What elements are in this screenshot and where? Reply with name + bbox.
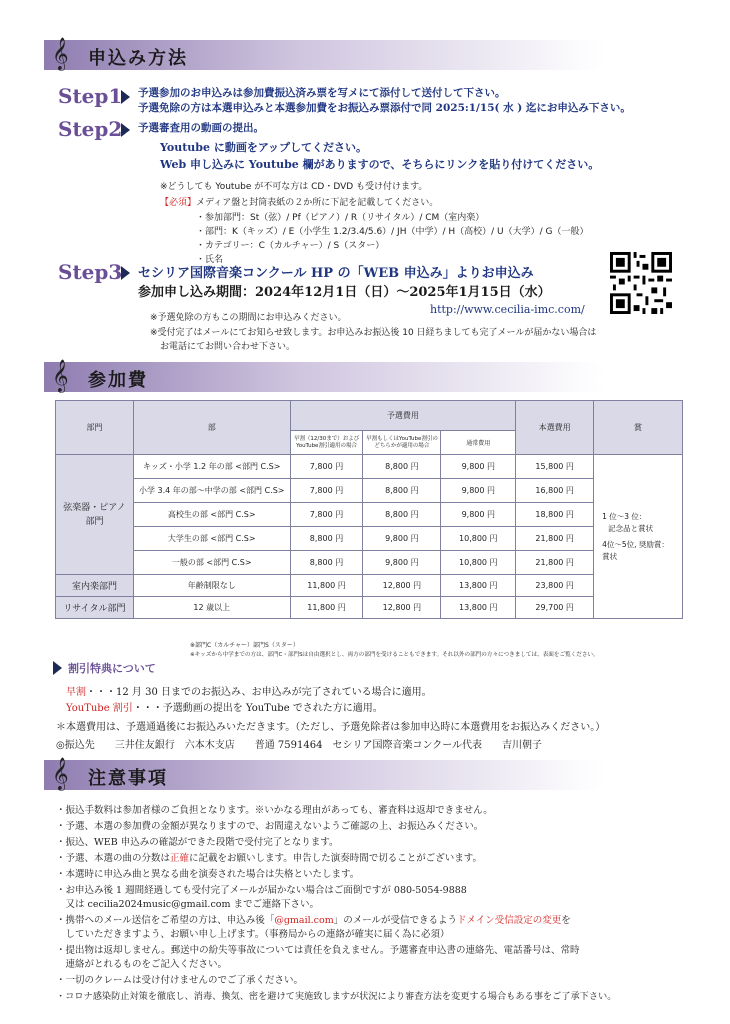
step2-must: [160, 195, 438, 208]
fee-cell: 8,800 円: [290, 527, 363, 551]
cat-chamber: 室内楽部門: [56, 575, 134, 597]
prize-text: 記念品と賞状: [608, 523, 654, 533]
header-dept: 部門: [56, 401, 134, 455]
treble-clef-icon: 𝄞: [52, 37, 69, 70]
note-text-red: @gmail.com: [274, 915, 334, 926]
table-row: [56, 551, 683, 575]
fee-cell: 15,800 円: [516, 455, 594, 479]
step2-label: Step2: [58, 117, 123, 141]
fee-cell: 8,800 円: [363, 503, 441, 527]
step2-line2: Youtube に動画をアップしてください。: [160, 141, 368, 154]
arrow-right-icon: [121, 123, 130, 137]
early-text: ・・・12 月 30 日までのお振込み、お申込みが完了されている場合に適用。: [86, 687, 432, 698]
step2-item: ・氏名: [196, 255, 224, 265]
treble-clef-icon: 𝄞: [52, 757, 69, 790]
step3-note3: お電話にてお問い合わせ下さい。: [160, 342, 296, 352]
discount-title: 割引特典について: [68, 662, 156, 675]
fee-cell: 7,800 円: [290, 479, 363, 503]
division-cell: 12 歳以上: [133, 597, 290, 619]
prize-text: 4位～5位, 奨励賞：: [602, 539, 669, 549]
note-item: ・お申込み後 1 週間経過しても受付完了メールが届かない場合はご面倒ですが 080-5054-9888: [56, 885, 467, 896]
fee-cell: 8,800 円: [363, 455, 441, 479]
fee-cell: 21,800 円: [516, 527, 594, 551]
step2-item: ・参加部門：St（弦）/ Pf（ピアノ）/ R（リサイタル）/ CM（室内楽）: [196, 213, 485, 223]
prize-text: 賞状: [602, 551, 618, 561]
fee-cell: 16,800 円: [516, 479, 594, 503]
must-text: メディア盤と封筒表紙の２か所に下記を記載してください。: [196, 198, 439, 208]
discount-early: [66, 683, 432, 698]
fee-cell: 21,800 円: [516, 551, 594, 575]
fee-cell: 23,800 円: [516, 575, 594, 597]
note-text: を: [561, 915, 571, 926]
step1-line2: 予選免除の方は本選申込みと本選参加費をお振込み票添付で同 2025:1/15( 水 ) 迄にお申込み下さい。: [138, 102, 631, 114]
step1-label: Step1: [58, 84, 123, 108]
fee-cell: 7,800 円: [290, 503, 363, 527]
table-row: [56, 597, 683, 619]
note-text-red: ドメイン受信設定の変更: [457, 915, 562, 926]
step2-line3: Web 申し込みに Youtube 欄がありますので、そちらにリンクを貼り付けてください。: [160, 158, 600, 171]
table-footnote: ※部門C（カルチャー）部門S（スター）: [190, 642, 299, 649]
section-title: 参加費: [88, 370, 148, 391]
step3-note2: ※受付完了はメールにてお知らせ致します。お申込みお振込後 10 日経ちましても完了メールが届かない場合は: [150, 328, 597, 338]
step2-line1: 予選審査用の動画の提出。: [138, 122, 264, 134]
fee-cell: 11,800 円: [290, 597, 363, 619]
fee-cell: 8,800 円: [363, 479, 441, 503]
fee-cell: 29,700 円: [516, 597, 594, 619]
bank-info: ◎振込先 三井住友銀行 六本木支店 普通 7591464 セシリア国際音楽コンクール代表 吉川朝子: [56, 740, 543, 751]
note-item: ・提出物は返却しません。郵送中の紛失等事故については責任を負えません。予選審査申込書の連絡先、電話番号は、常時: [56, 945, 580, 956]
note-item: ・本選時に申込み曲と異なる曲を演奏された場合は失格といたします。: [56, 869, 360, 880]
arrow-right-icon: [53, 661, 62, 675]
step1-line1: 予選参加のお申込みは参加費振込済み票を写メにて添付して送付して下さい。: [138, 87, 506, 99]
division-cell: キッズ・小学 1.2 年の部 <部門 C.S>: [133, 455, 290, 479]
youtube-text: ・・・予選動画の提出を YouTube でされた方に適用。: [132, 703, 383, 714]
note-item: していただきますよう、お願い申し上げます。（事務局からの連絡が確実に届く為に必須）: [56, 929, 450, 940]
arrow-right-icon: [121, 266, 130, 280]
table-row: [56, 455, 683, 479]
note-text: 」のメールが受信できるよう: [333, 915, 458, 926]
note-text: に記載をお願いします。申告した演奏時間で切ることがございます。: [189, 853, 483, 864]
prize-cell: [594, 455, 683, 619]
section-header-fees: [44, 359, 604, 392]
note-text: ・携帯へのメール送信をご希望の方は、申込み後「: [56, 915, 275, 926]
note-text-red: 正確: [170, 853, 190, 864]
note-item: 又は cecilia2024music@gmail.com までご連絡下さい。: [56, 899, 320, 910]
discount-youtube: [66, 699, 383, 714]
note-item: ・振込手数料は参加者様のご負担となります。※いかなる理由があっても、審査料は返却できません。: [56, 805, 493, 816]
fee-cell: 9,800 円: [441, 479, 516, 503]
early-label: 早割: [66, 687, 86, 698]
fee-cell: 9,800 円: [363, 527, 441, 551]
note-item: ・振込、WEB 申込みの確認ができた段階で受付完了となります。: [56, 837, 339, 848]
step3-label: Step3: [58, 260, 123, 284]
youtube-label: YouTube 割引: [66, 703, 133, 714]
qr-code-icon[interactable]: [610, 252, 672, 314]
note-item: [56, 912, 571, 926]
fee-cell: 9,800 円: [363, 551, 441, 575]
fee-cell: 8,800 円: [290, 551, 363, 575]
must-label: 【必須】: [160, 198, 197, 208]
step2-item: ・部門：K（キッズ）/ E（小学生 1.2/3.4/5.6）/ JH（中学）/ H（高校）/ U（大学）/ G（一般）: [196, 227, 589, 237]
fee-cell: 7,800 円: [290, 455, 363, 479]
table-row: [56, 575, 683, 597]
division-cell: 年齢制限なし: [133, 575, 290, 597]
treble-clef-icon: 𝄞: [52, 359, 69, 392]
fee-table: [55, 400, 683, 619]
section-header-notes: [44, 757, 604, 790]
prize-text: 1 位～3 位：: [602, 511, 647, 521]
fee-cell: 10,800 円: [441, 527, 516, 551]
header-prize: 賞: [594, 401, 683, 455]
header-final: 本選費用: [516, 401, 594, 455]
step3-note1: ※予選免除の方もこの期間にお申込みください。: [150, 313, 347, 323]
header-early: 早割（12/30まで）および YouTube割引適用の場合: [290, 431, 363, 455]
fee-cell: 12,800 円: [363, 597, 441, 619]
fee-cell: 9,800 円: [441, 455, 516, 479]
division-cell: 一般の部 <部門 C.S>: [133, 551, 290, 575]
fee-cell: 10,800 円: [441, 551, 516, 575]
note-item: [56, 850, 482, 864]
fee-cell: 12,800 円: [363, 575, 441, 597]
note-item: ・コロナ感染防止対策を徹底し、消毒、換気、密を避けて実施致しますが状況により審査方法を変更する場合もある事をご了承下さい。: [56, 991, 617, 1002]
table-row: [56, 479, 683, 503]
table-row: [56, 527, 683, 551]
fee-cell: 13,800 円: [441, 575, 516, 597]
step2-note: ※どうしても Youtube が不可な方は CD・DVD も受け付けます。: [160, 182, 428, 192]
cat-strings-piano: 弦楽器・ピアノ部門: [56, 455, 134, 575]
fee-cell: 13,800 円: [441, 597, 516, 619]
table-row: [56, 503, 683, 527]
header-prelim: 予選費用: [290, 401, 516, 431]
note-item: ・予選、本選の参加費の金額が異なりますので、お間違えないようご確認の上、お振込みください。: [56, 821, 484, 832]
division-cell: 大学生の部 <部門 C.S>: [133, 527, 290, 551]
note-item: ・一切のクレームは受け付けませんのでご了承ください。: [56, 975, 304, 986]
table-footnote: ※キッズから中学までの方は、部門C・部門Sは自由選択とし、両方の部門を受けることもできます。それ以外の部門の方々につきましては、表面をご覧ください。: [190, 652, 599, 658]
section-header-application: [44, 37, 604, 70]
fee-cell: 11,800 円: [290, 575, 363, 597]
step2-item: ・カテゴリー：C（カルチャー）/ S（スター）: [196, 241, 385, 251]
header-either: 早割もしくはYouTube割引のどちらかが適用の場合: [363, 431, 441, 455]
note-text: ・予選、本選の曲の分数は: [56, 853, 171, 864]
step3-line2: 参加申し込み期間：2024年12月1日（日）～2025年1月15日（水）: [138, 285, 551, 300]
header-normal: 通常費用: [441, 431, 516, 455]
cat-recital: リサイタル部門: [56, 597, 134, 619]
section-title: 注意事項: [88, 768, 168, 789]
section-title: 申込み方法: [88, 48, 188, 69]
division-cell: 小学 3.4 年の部～中学の部 <部門 C.S>: [133, 479, 290, 503]
final-fee-note: ＊本選費用は、予選通過後にお振込みいただきます。（ただし、予選免除者は参加申込時に本選費用をお振込みください。）: [56, 722, 606, 733]
step3-line1: セシリア国際音楽コンクール HP の「WEB 申込み」よりお申込み: [138, 266, 534, 281]
website-link[interactable]: http://www.cecilia-imc.com/: [430, 303, 585, 316]
note-item: 連絡がとれるものをご記入ください。: [56, 959, 228, 970]
division-cell: 高校生の部 <部門 C.S>: [133, 503, 290, 527]
arrow-right-icon: [121, 90, 130, 104]
fee-cell: 9,800 円: [441, 503, 516, 527]
fee-cell: 18,800 円: [516, 503, 594, 527]
header-division: 部: [133, 401, 290, 455]
